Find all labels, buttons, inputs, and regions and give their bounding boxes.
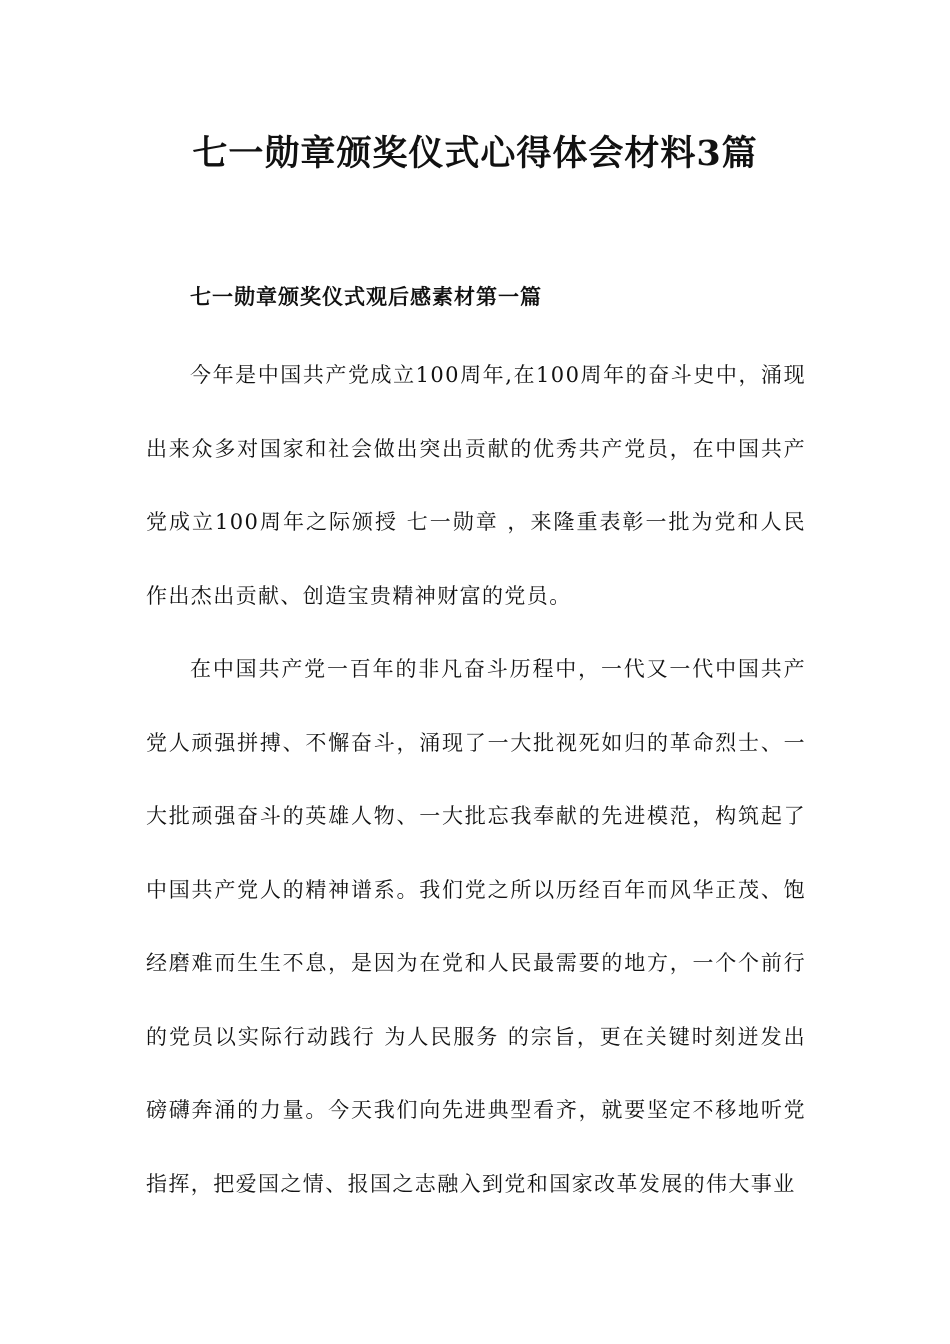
paragraph-2: 在中国共产党一百年的非凡奋斗历程中，一代又一代中国共产党人顽强拼搏、不懈奋斗，涌现了一大批视死如归的革命烈士、一大批顽强奋斗的英雄人物、一大批忘我奉献的先进模范，构筑起了中国共产党人的精神谱系。我们党之所以历经百年而风华正茂、饱经磨难而生生不息，是因为在党和人民最需要的地方，一个个前行的党员以实际行动践行 为人民服务 的宗旨，更在关键时刻迸发出磅礴奔涌的力量。今天我们向先进典型看齐，就要坚定不移地听党指挥，把爱国之情、报国之志融入到党和国家改革发展的伟大事业 <box>146 657 806 1196</box>
document-title: 七一勋章颁奖仪式心得体会材料3篇 <box>192 133 758 174</box>
section-heading: 七一勋章颁奖仪式观后感素材第一篇 <box>190 284 542 309</box>
paragraph-1: 今年是中国共产党成立100周年,在100周年的奋斗史中，涌现出来众多对国家和社会做出突出贡献的优秀共产党员，在中国共产党成立100周年之际颁授 七一勋章 ，来隆重表彰一批为党和人民作出杰出贡献、创造宝贵精神财富的党员。 <box>146 363 806 608</box>
body-text <box>146 339 806 1221</box>
